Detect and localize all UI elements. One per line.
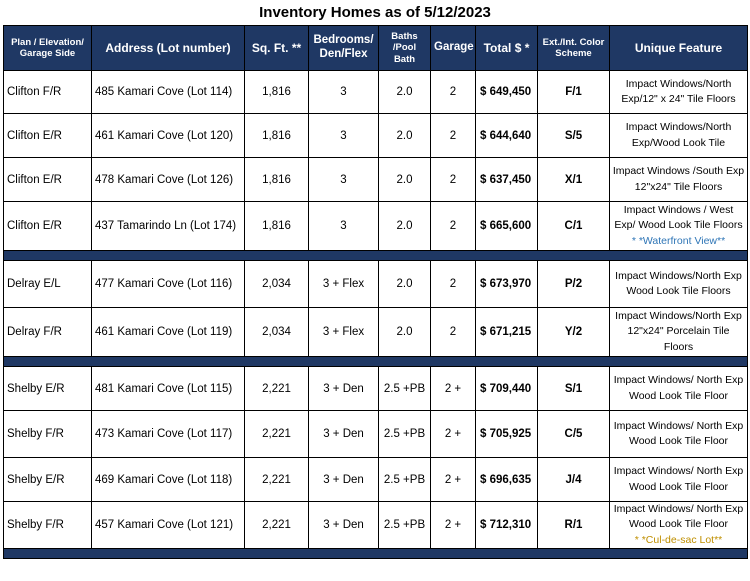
feature-note: * *Waterfront View**	[631, 234, 726, 247]
group-separator	[4, 251, 748, 261]
garage-cell: 2	[431, 114, 476, 158]
baths-cell: 2.0	[379, 114, 431, 158]
feature-text: Impact Windows/North Exp 12"x24" Porcelain Tile Floors	[615, 310, 742, 353]
total-price-cell: $ 671,215	[476, 308, 538, 357]
feature-text: Impact Windows/ North Exp Wood Look Tile Floor	[613, 503, 744, 531]
plan-cell: Clifton E/R	[4, 158, 92, 202]
unique-feature-cell	[610, 158, 748, 202]
total-price-cell: $ 696,635	[476, 458, 538, 502]
sqft-cell: 1,816	[245, 114, 309, 158]
bedrooms-cell: 3	[309, 202, 379, 251]
separator-bar	[4, 357, 748, 367]
address-cell: 478 Kamari Cove (Lot 126)	[92, 158, 245, 202]
sqft-cell: 2,221	[245, 502, 309, 549]
total-price-cell: $ 637,450	[476, 158, 538, 202]
feature-text: Impact Windows/North Exp/Wood Look Tile	[625, 121, 732, 149]
feature-text: Impact Windows / West Exp/ Wood Look Tile Floors	[614, 204, 743, 232]
garage-cell: 2 +	[431, 367, 476, 411]
total-price-cell: $ 712,310	[476, 502, 538, 549]
color-scheme-cell: C/1	[538, 202, 610, 251]
inventory-table	[3, 25, 748, 559]
feature-text: Impact Windows/ North Exp Wood Look Tile Floor	[613, 465, 744, 493]
group-separator	[4, 357, 748, 367]
garage-cell: 2 +	[431, 502, 476, 549]
baths-cell: 2.0	[379, 202, 431, 251]
unique-feature-cell	[610, 367, 748, 411]
sqft-cell: 2,034	[245, 261, 309, 308]
table-row	[4, 202, 748, 251]
baths-cell: 2.0	[379, 71, 431, 114]
bedrooms-cell: 3 + Den	[309, 367, 379, 411]
unique-feature-cell	[610, 261, 748, 308]
unique-feature-cell	[610, 71, 748, 114]
plan-cell: Clifton E/R	[4, 114, 92, 158]
plan-cell: Shelby F/R	[4, 502, 92, 549]
total-price-cell: $ 649,450	[476, 71, 538, 114]
total-price-cell: $ 705,925	[476, 411, 538, 458]
header-plan: Plan / Elevation/ Garage Side	[4, 26, 92, 71]
plan-cell: Clifton F/R	[4, 71, 92, 114]
sqft-cell: 1,816	[245, 71, 309, 114]
address-cell: 481 Kamari Cove (Lot 115)	[92, 367, 245, 411]
color-scheme-cell: F/1	[538, 71, 610, 114]
header-baths: Baths /Pool Bath	[379, 26, 431, 71]
baths-cell: 2.0	[379, 308, 431, 357]
total-price-cell: $ 709,440	[476, 367, 538, 411]
baths-cell: 2.5 +PB	[379, 502, 431, 549]
plan-cell: Shelby F/R	[4, 411, 92, 458]
total-price-cell: $ 644,640	[476, 114, 538, 158]
baths-cell: 2.5 +PB	[379, 367, 431, 411]
address-cell: 477 Kamari Cove (Lot 116)	[92, 261, 245, 308]
bedrooms-cell: 3 + Flex	[309, 308, 379, 357]
unique-feature-cell	[610, 502, 748, 549]
table-row	[4, 158, 748, 202]
unique-feature-cell	[610, 202, 748, 251]
total-price-cell: $ 665,600	[476, 202, 538, 251]
separator-bar	[4, 251, 748, 261]
header-garage: Garage	[431, 26, 476, 71]
plan-cell: Shelby E/R	[4, 367, 92, 411]
address-cell: 469 Kamari Cove (Lot 118)	[92, 458, 245, 502]
unique-feature-cell	[610, 411, 748, 458]
sqft-cell: 1,816	[245, 158, 309, 202]
color-scheme-cell: P/2	[538, 261, 610, 308]
garage-cell: 2	[431, 202, 476, 251]
address-cell: 457 Kamari Cove (Lot 121)	[92, 502, 245, 549]
unique-feature-cell	[610, 308, 748, 357]
color-scheme-cell: C/5	[538, 411, 610, 458]
feature-text: Impact Windows/North Exp/12" x 24" Tile Floors	[621, 77, 736, 105]
table-row	[4, 458, 748, 502]
unique-feature-cell	[610, 114, 748, 158]
bedrooms-cell: 3	[309, 71, 379, 114]
header-row	[4, 26, 748, 71]
total-price-cell: $ 673,970	[476, 261, 538, 308]
unique-feature-cell	[610, 458, 748, 502]
table-row	[4, 71, 748, 114]
feature-text: Impact Windows/ North Exp Wood Look Tile Floor	[613, 374, 744, 402]
header-feature: Unique Feature	[610, 26, 748, 71]
header-address: Address (Lot number)	[92, 26, 245, 71]
plan-cell: Delray F/R	[4, 308, 92, 357]
garage-cell: 2	[431, 308, 476, 357]
address-cell: 473 Kamari Cove (Lot 117)	[92, 411, 245, 458]
color-scheme-cell: R/1	[538, 502, 610, 549]
header-sqft: Sq. Ft. **	[245, 26, 309, 71]
group-separator	[4, 549, 748, 559]
feature-text: Impact Windows/North Exp Wood Look Tile Floors	[615, 269, 742, 297]
address-cell: 461 Kamari Cove (Lot 119)	[92, 308, 245, 357]
table-row	[4, 261, 748, 308]
header-scheme: Ext./Int. Color Scheme	[538, 26, 610, 71]
bedrooms-cell: 3 + Flex	[309, 261, 379, 308]
bedrooms-cell: 3 + Den	[309, 502, 379, 549]
bedrooms-cell: 3	[309, 114, 379, 158]
table-row	[4, 367, 748, 411]
bedrooms-cell: 3 + Den	[309, 458, 379, 502]
sqft-cell: 1,816	[245, 202, 309, 251]
sqft-cell: 2,221	[245, 458, 309, 502]
address-cell: 461 Kamari Cove (Lot 120)	[92, 114, 245, 158]
color-scheme-cell: X/1	[538, 158, 610, 202]
baths-cell: 2.0	[379, 158, 431, 202]
separator-bar	[4, 549, 748, 559]
table-row	[4, 502, 748, 549]
table-row	[4, 411, 748, 458]
garage-cell: 2	[431, 158, 476, 202]
address-cell: 437 Tamarindo Ln (Lot 174)	[92, 202, 245, 251]
garage-cell: 2 +	[431, 458, 476, 502]
sqft-cell: 2,034	[245, 308, 309, 357]
table-row	[4, 114, 748, 158]
feature-text: Impact Windows/ North Exp Wood Look Tile Floor	[613, 419, 744, 447]
address-cell: 485 Kamari Cove (Lot 114)	[92, 71, 245, 114]
feature-note: * *Cul-de-sac Lot**	[634, 533, 723, 546]
garage-cell: 2 +	[431, 411, 476, 458]
plan-cell: Clifton E/R	[4, 202, 92, 251]
header-bedrooms: Bedrooms/ Den/Flex	[309, 26, 379, 71]
page-title: Inventory Homes as of 5/12/2023	[259, 4, 491, 21]
color-scheme-cell: J/4	[538, 458, 610, 502]
bedrooms-cell: 3 + Den	[309, 411, 379, 458]
bedrooms-cell: 3	[309, 158, 379, 202]
baths-cell: 2.0	[379, 261, 431, 308]
color-scheme-cell: Y/2	[538, 308, 610, 357]
baths-cell: 2.5 +PB	[379, 458, 431, 502]
color-scheme-cell: S/5	[538, 114, 610, 158]
table-row	[4, 308, 748, 357]
plan-cell: Delray E/L	[4, 261, 92, 308]
garage-cell: 2	[431, 71, 476, 114]
plan-cell: Shelby E/R	[4, 458, 92, 502]
garage-cell: 2	[431, 261, 476, 308]
sqft-cell: 2,221	[245, 411, 309, 458]
feature-text: Impact Windows /South Exp 12"x24" Tile Floors	[612, 165, 745, 193]
color-scheme-cell: S/1	[538, 367, 610, 411]
header-total: Total $ *	[476, 26, 538, 71]
sqft-cell: 2,221	[245, 367, 309, 411]
baths-cell: 2.5 +PB	[379, 411, 431, 458]
